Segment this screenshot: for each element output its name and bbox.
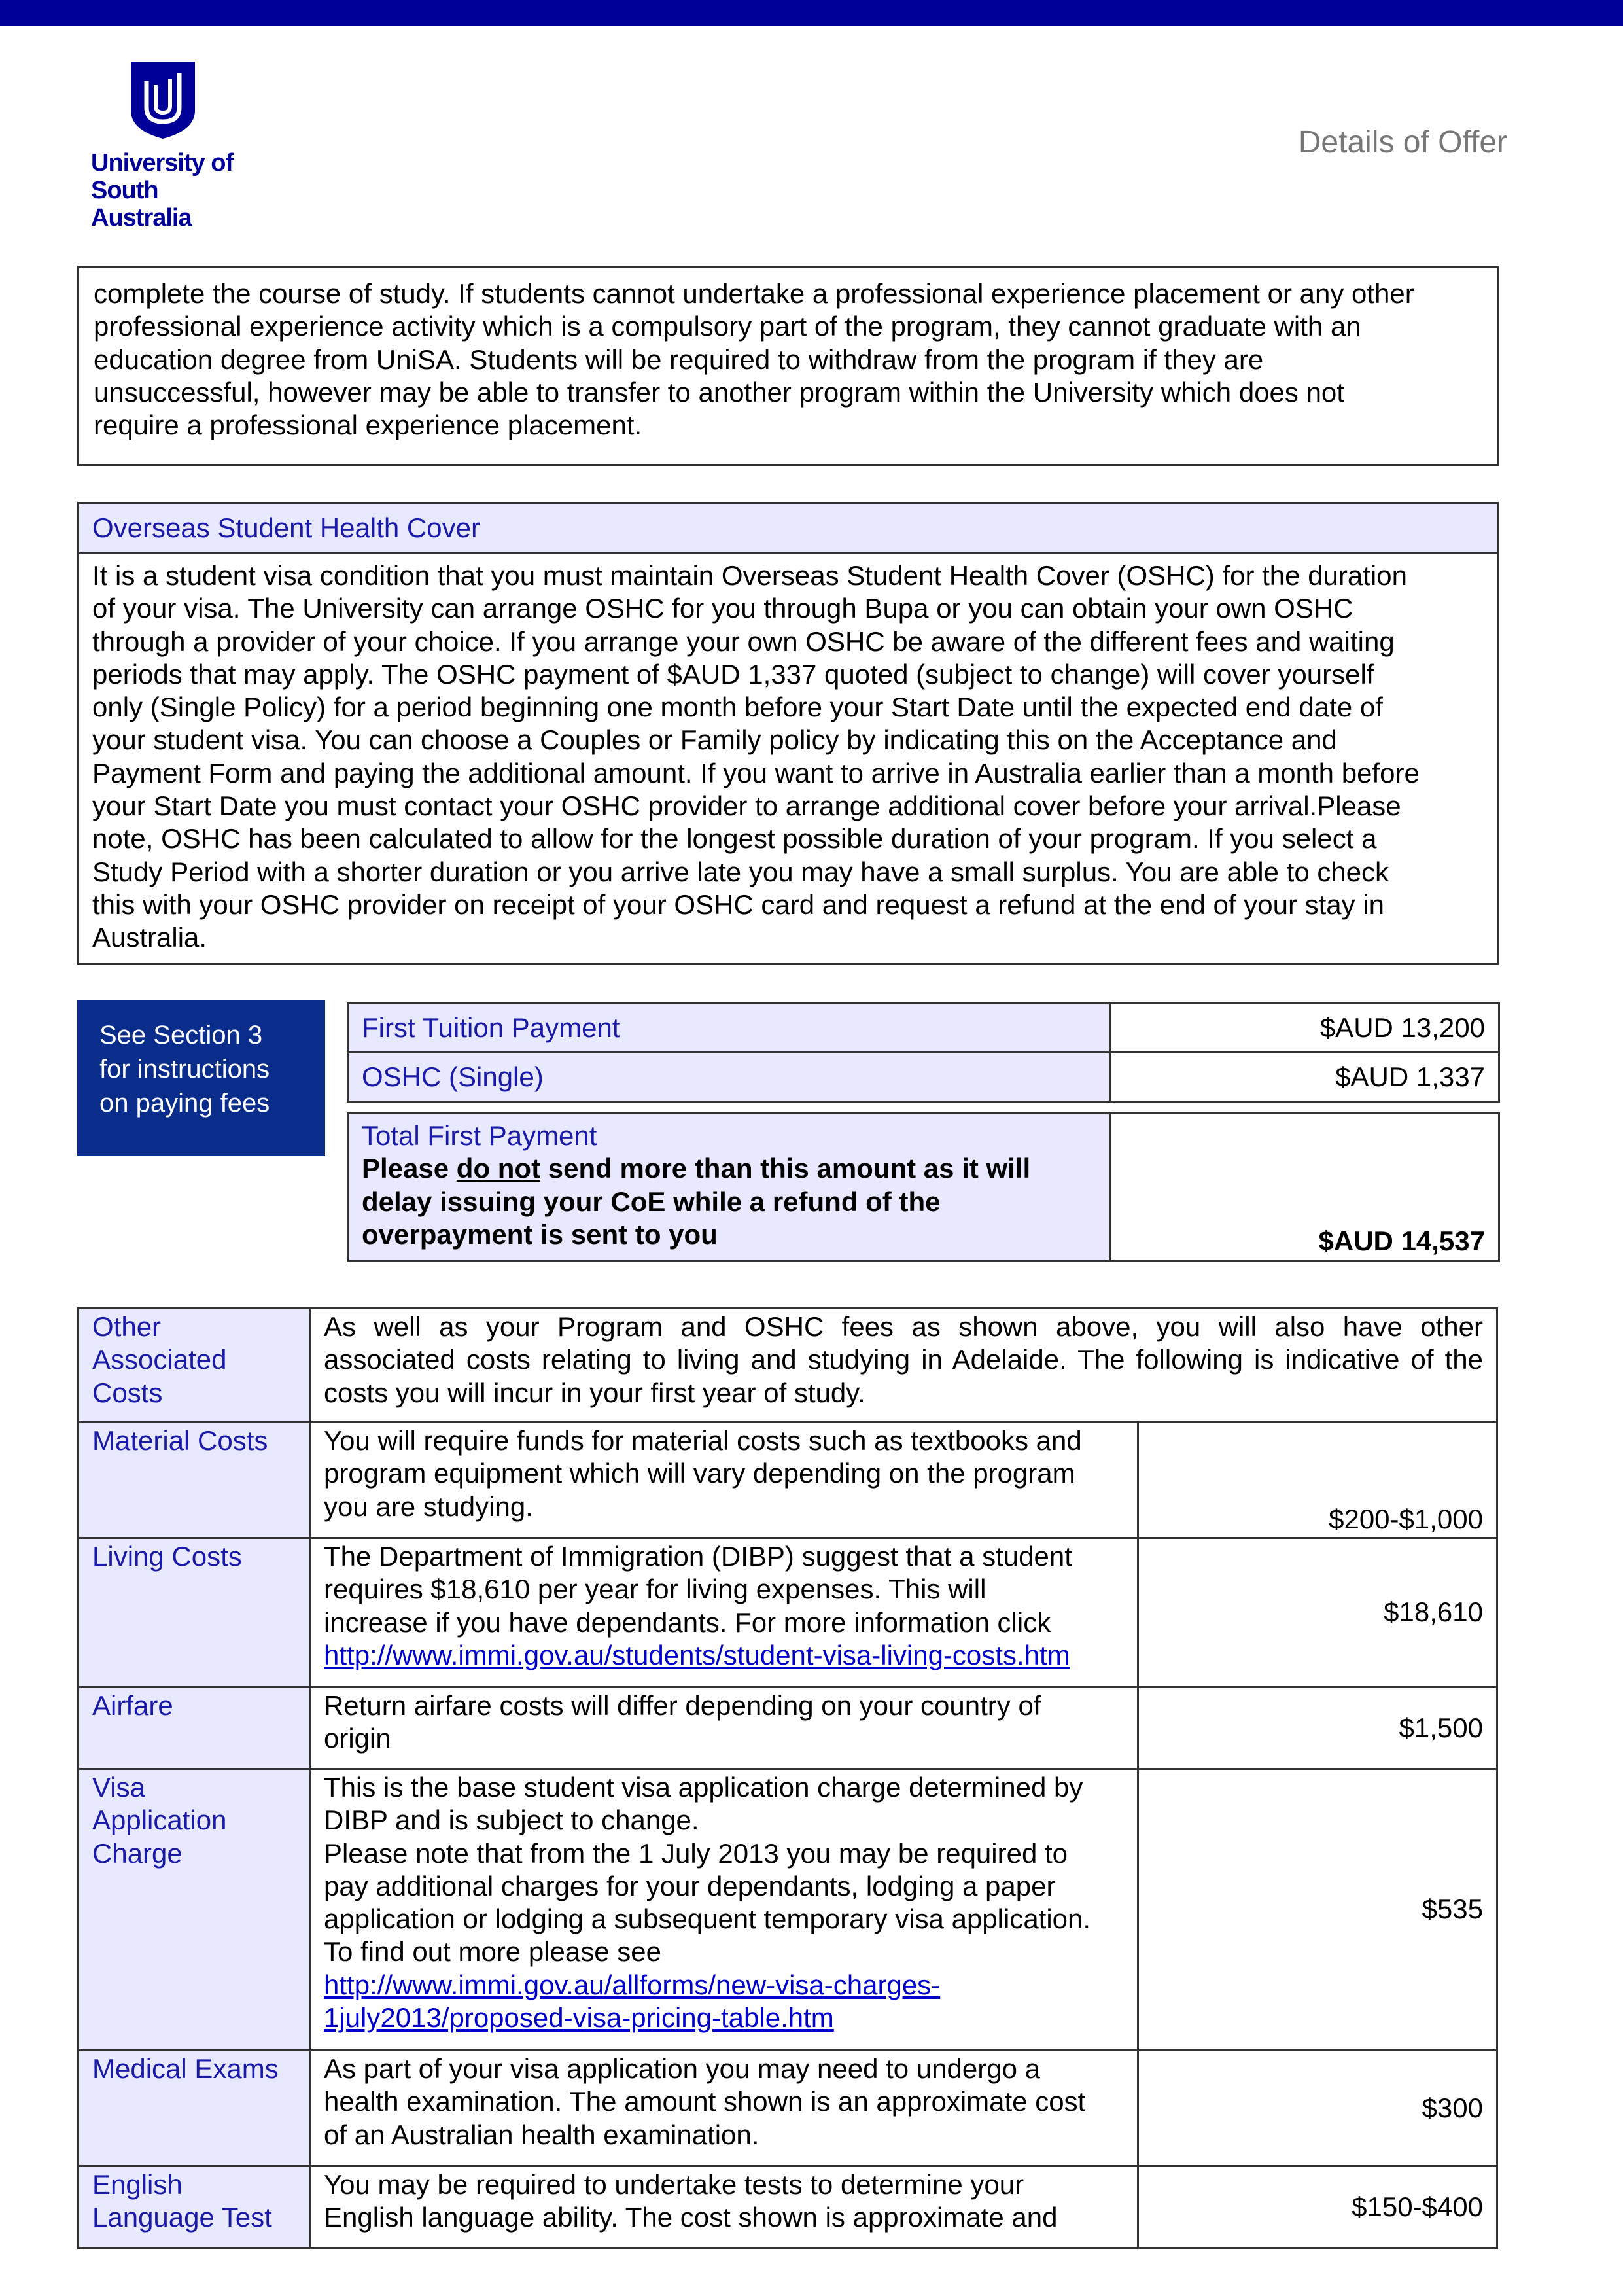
paragraph-line: unsuccessful, however may be able to transfer to another program within the University which does not [94, 376, 1344, 408]
cost-description-line: The Department of Immigration (DIBP) suggest that a student [324, 1541, 1072, 1572]
cost-label: Costs [92, 1377, 163, 1408]
paragraph-line: your student visa. You can choose a Couples or Family policy by indicating this on the Acceptance and [92, 724, 1337, 756]
total-amount: $AUD 14,537 [1110, 1114, 1499, 1262]
table-row [79, 2166, 1497, 2248]
table-row [79, 1309, 1497, 1422]
table-row [348, 1114, 1499, 1262]
cost-label: Associated [92, 1344, 227, 1375]
info-link[interactable]: 1july2013/proposed-visa-pricing-table.htm [324, 2002, 834, 2034]
cost-amount: $18,610 [1138, 1538, 1497, 1687]
cost-description-line: Please note that from the 1 July 2013 you may be required to [324, 1837, 1068, 1869]
intro-line: associated costs relating to living and studying in Adelaide. The following is indicative of the [324, 1344, 1483, 1375]
paragraph-line: periods that may apply. The OSHC payment of $AUD 1,337 quoted (subject to change) will cover yourself [92, 658, 1374, 690]
professional-experience-box [77, 266, 1499, 466]
document-title: Details of Offer [1298, 125, 1507, 160]
cost-label: Other [92, 1311, 162, 1342]
cost-description-line: program equipment which will vary depending on the program [324, 1458, 1075, 1489]
fee-label: First Tuition Payment [348, 1004, 1110, 1053]
cost-description-line: Return airfare costs will differ depending on your country of [324, 1690, 1041, 1721]
cost-label: Charge [92, 1837, 183, 1869]
see-section-3-note [77, 1000, 325, 1156]
table-row [79, 1422, 1497, 1538]
cost-description-line: of an Australian health examination. [324, 2119, 759, 2150]
paragraph-line: through a provider of your choice. If you arrange your own OSHC be aware of the different fees and waiting [92, 626, 1395, 657]
logo-line1: University of [91, 149, 234, 177]
note-line: on paying fees [99, 1089, 270, 1118]
fee-label: OSHC (Single) [348, 1053, 1110, 1102]
fee-amount: $AUD 13,200 [1110, 1004, 1499, 1053]
cost-description-line: You will require funds for material costs such as textbooks and [324, 1425, 1082, 1456]
cost-description-line: DIBP and is subject to change. [324, 1805, 699, 1836]
paragraph-line: professional experience activity which is a compulsory part of the program, they cannot graduate with an [94, 311, 1361, 342]
overpayment-warning: Please do not send more than this amount as it will delay issuing your CoE while a refund of the overpayment is sent to you [362, 1153, 1031, 1250]
cost-description-line: pay additional charges for your dependants, lodging a paper [324, 1870, 1056, 1901]
table-row [348, 1053, 1499, 1102]
info-link[interactable]: http://www.immi.gov.au/allforms/new-visa-charges- [324, 1969, 941, 2000]
cost-amount: $535 [1138, 1769, 1497, 2051]
cost-description-line: As part of your visa application you may need to undergo a [324, 2053, 1040, 2084]
fees-table [347, 1002, 1500, 1103]
associated-costs-table [77, 1307, 1498, 2249]
intro-line: As well as your Program and OSHC fees as shown above, you will also have other [324, 1311, 1483, 1342]
cost-label: Language Test [92, 2202, 272, 2233]
cost-amount: $300 [1138, 2051, 1497, 2166]
paragraph-line: complete the course of study. If students cannot undertake a professional experience placement or any other [94, 278, 1414, 309]
cost-label: English [92, 2169, 183, 2200]
paragraph-line: Study Period with a shorter duration or you arrive late you may have a small surplus. You are able to check [92, 856, 1389, 887]
cost-label: Application [92, 1805, 227, 1836]
note-line: See Section 3 [99, 1021, 263, 1050]
cost-description-line: health examination. The amount shown is an approximate cost [324, 2086, 1086, 2117]
cost-description-line: origin [324, 1723, 391, 1754]
paragraph-line: Payment Form and paying the additional amount. If you want to arrive in Australia earlier than a month before [92, 757, 1420, 788]
cost-label: Airfare [92, 1690, 173, 1721]
oshc-section [77, 502, 1499, 965]
fee-amount: $AUD 1,337 [1110, 1053, 1499, 1102]
logo-line2: South Australia [91, 177, 192, 232]
paragraph-line: education degree from UniSA. Students will be required to withdraw from the program if they are [94, 344, 1264, 375]
table-row [79, 2051, 1497, 2166]
paragraph-line: of your visa. The University can arrange OSHC for you through Bupa or you can obtain your own OSHC [92, 593, 1353, 624]
cost-description-line: To find out more please see [324, 1936, 661, 1968]
paragraph-line: this with your OSHC provider on receipt of your OSHC card and request a refund at the end of your stay in [92, 889, 1384, 920]
cost-description-line: You may be required to undertake tests to determine your [324, 2169, 1024, 2200]
paragraph-line: It is a student visa condition that you must maintain Overseas Student Health Cover (OSHC) for the duration [92, 560, 1407, 591]
paragraph-line: note, OSHC has been calculated to allow for the longest possible duration of your program. If you select a [92, 823, 1377, 855]
cost-description-line: increase if you have dependants. For more information click [324, 1606, 1051, 1638]
cost-description-line: This is the base student visa application charge determined by [324, 1772, 1083, 1803]
cost-label: Material Costs [92, 1425, 268, 1456]
shield-icon [131, 62, 195, 139]
info-link[interactable]: http://www.immi.gov.au/students/student-visa-living-costs.htm [324, 1639, 1070, 1670]
top-banner [0, 0, 1623, 26]
cost-label: Visa [92, 1772, 145, 1803]
paragraph-line: Australia. [92, 922, 207, 953]
paragraph-line: your Start Date you must contact your OSHC provider to arrange additional cover before your arrival.Please [92, 790, 1401, 822]
paragraph-line: only (Single Policy) for a period beginning one month before your Start Date until the expected end date of [92, 692, 1383, 723]
total-label: Total First Payment [362, 1120, 597, 1151]
cost-description-line: you are studying. [324, 1491, 533, 1522]
oshc-heading: Overseas Student Health Cover [79, 504, 1497, 554]
table-row [79, 1687, 1497, 1769]
total-payment-table [347, 1112, 1500, 1262]
cost-description-line: English language ability. The cost shown is approximate and [324, 2202, 1058, 2233]
cost-description-line: requires $18,610 per year for living expenses. This will [324, 1574, 986, 1605]
table-row [348, 1004, 1499, 1053]
cost-amount: $200-$1,000 [1138, 1422, 1497, 1538]
cost-label: Living Costs [92, 1541, 242, 1572]
paragraph-line: require a professional experience placement. [94, 410, 642, 441]
cost-amount: $1,500 [1138, 1687, 1497, 1769]
cost-amount: $150-$400 [1138, 2166, 1497, 2248]
table-row [79, 1769, 1497, 2051]
cost-label: Medical Exams [92, 2053, 279, 2084]
table-row [79, 1538, 1497, 1687]
intro-line: costs you will incur in your first year of study. [324, 1377, 865, 1408]
note-line: for instructions [99, 1055, 270, 1084]
cost-description-line: application or lodging a subsequent temporary visa application. [324, 1903, 1091, 1935]
